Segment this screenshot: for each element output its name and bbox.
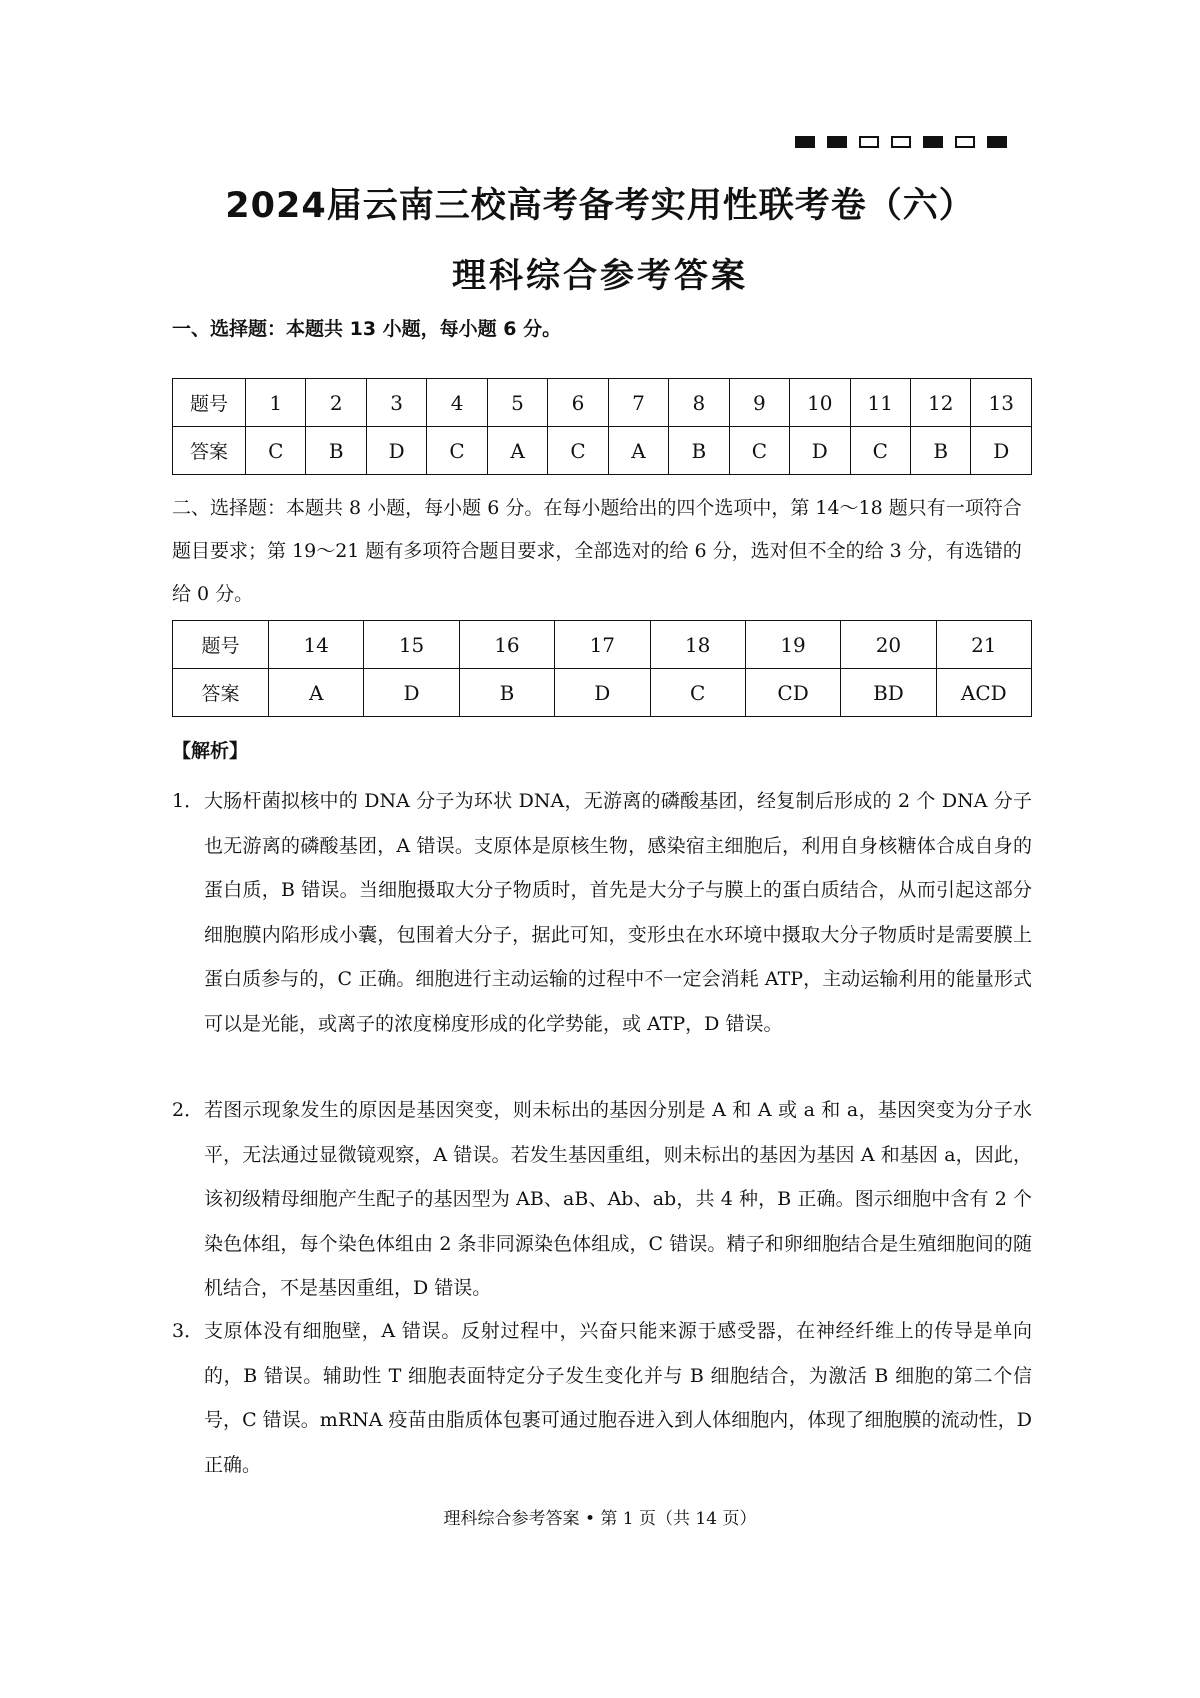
question-number-cell: 14 <box>269 621 364 669</box>
row-label-number: 题号 <box>173 379 246 427</box>
answer-cell: D <box>366 427 426 475</box>
answer-cell: C <box>850 427 910 475</box>
question-number-cell: 2 <box>306 379 366 427</box>
question-number-cell: 4 <box>427 379 487 427</box>
answer-cell: D <box>555 669 650 717</box>
header-mark <box>827 136 847 148</box>
answer-cell: D <box>790 427 850 475</box>
header-marks <box>795 136 1007 148</box>
document-title: 2024届云南三校高考备考实用性联考卷（六） <box>225 186 975 226</box>
analysis-item <box>172 779 1032 1046</box>
section2-answer-row <box>173 669 1032 717</box>
answer-cell: B <box>459 669 554 717</box>
header-mark <box>955 136 975 148</box>
answer-cell: B <box>910 427 970 475</box>
answer-cell: C <box>548 427 608 475</box>
row-label-answer: 答案 <box>173 427 246 475</box>
analysis-item-number: 2． <box>172 1099 204 1121</box>
section1-number-row <box>173 379 1032 427</box>
question-number-cell: 15 <box>364 621 459 669</box>
answer-cell: C <box>246 427 306 475</box>
analysis-heading: 【解析】 <box>172 740 249 762</box>
question-number-cell: 11 <box>850 379 910 427</box>
section1-intro-text: 一、选择题：本题共 13 小题，每小题 6 分。 <box>172 318 562 340</box>
answer-cell: A <box>608 427 668 475</box>
page-footer: 理科综合参考答案 • 第 1 页（共 14 页） <box>443 1509 757 1529</box>
header-mark <box>987 136 1007 148</box>
section2-answer-table <box>172 620 1032 717</box>
section2-number-row <box>173 621 1032 669</box>
analysis-item-text: 支原体没有细胞壁，A 错误。反射过程中，兴奋只能来源于感受器，在神经纤维上的传导是单向的，B 错误。辅助性 T 细胞表面特定分子发生变化并与 B 细胞结合，为激活 B 细胞的第二个信号，C 错误。mRNA 疫苗由脂质体包裹可通过胞吞进入到人体细胞内，体现了细胞膜的流动性，D 正确。 <box>204 1320 1032 1476</box>
question-number-cell: 3 <box>366 379 426 427</box>
question-number-cell: 9 <box>729 379 789 427</box>
question-number-cell: 20 <box>841 621 936 669</box>
row-label-answer: 答案 <box>173 669 269 717</box>
question-number-cell: 1 <box>246 379 306 427</box>
question-number-cell: 7 <box>608 379 668 427</box>
answer-cell: B <box>669 427 729 475</box>
analysis-item-number: 3． <box>172 1320 204 1342</box>
analysis-item <box>172 1088 1032 1311</box>
document-subtitle: 理科综合参考答案 <box>452 256 748 296</box>
section2-intro <box>172 487 1032 616</box>
section2-intro-text: 二、选择题：本题共 8 小题，每小题 6 分。在每小题给出的四个选项中，第 14～18 题只有一项符合题目要求；第 19～21 题有多项符合题目要求，全部选对的给 6 分，选对但不全的给 3 分，有选错的给 0 分。 <box>172 497 1022 605</box>
answer-cell: C <box>729 427 789 475</box>
header-mark <box>891 136 911 148</box>
answer-cell: C <box>650 669 745 717</box>
answer-cell: A <box>269 669 364 717</box>
question-number-cell: 6 <box>548 379 608 427</box>
row-label-number: 题号 <box>173 621 269 669</box>
answer-cell: C <box>427 427 487 475</box>
answer-cell: D <box>364 669 459 717</box>
question-number-cell: 21 <box>936 621 1031 669</box>
answer-cell: B <box>306 427 366 475</box>
analysis-item-text: 若图示现象发生的原因是基因突变，则未标出的基因分别是 A 和 A 或 a 和 a，基因突变为分子水平，无法通过显微镜观察，A 错误。若发生基因重组，则未标出的基因为基因 A 和基因 a，因此，该初级精母细胞产生配子的基因型为 AB、aB、Ab、ab，共 4 种，B 正确。图示细胞中含有 2 个染色体组，每个染色体组由 2 条非同源染色体组成，C 错误。精子和卵细胞结合是生殖细胞间的随机结合，不是基因重组，D 错误。 <box>204 1099 1032 1299</box>
question-number-cell: 19 <box>745 621 840 669</box>
question-number-cell: 13 <box>971 379 1032 427</box>
question-number-cell: 18 <box>650 621 745 669</box>
answer-cell: ACD <box>936 669 1031 717</box>
section1-intro <box>172 308 1032 351</box>
analysis-item <box>172 1309 1032 1487</box>
question-number-cell: 17 <box>555 621 650 669</box>
question-number-cell: 16 <box>459 621 554 669</box>
header-mark <box>859 136 879 148</box>
question-number-cell: 5 <box>487 379 547 427</box>
header-mark <box>923 136 943 148</box>
answer-cell: A <box>487 427 547 475</box>
answer-cell: D <box>971 427 1032 475</box>
question-number-cell: 10 <box>790 379 850 427</box>
answer-cell: BD <box>841 669 936 717</box>
question-number-cell: 8 <box>669 379 729 427</box>
section1-answer-row <box>173 427 1032 475</box>
analysis-item-text: 大肠杆菌拟核中的 DNA 分子为环状 DNA，无游离的磷酸基团，经复制后形成的 2 个 DNA 分子也无游离的磷酸基团，A 错误。支原体是原核生物，感染宿主细胞后，利用自身核糖体合成自身的蛋白质，B 错误。当细胞摄取大分子物质时，首先是大分子与膜上的蛋白质结合，从而引起这部分细胞膜内陷形成小囊，包围着大分子，据此可知，变形虫在水环境中摄取大分子物质时是需要膜上蛋白质参与的，C 正确。细胞进行主动运输的过程中不一定会消耗 ATP，主动运输利用的能量形式可以是光能，或离子的浓度梯度形成的化学势能，或 ATP，D 错误。 <box>204 790 1032 1035</box>
header-mark <box>795 136 815 148</box>
answer-cell: CD <box>745 669 840 717</box>
section1-answer-table <box>172 378 1032 475</box>
question-number-cell: 12 <box>910 379 970 427</box>
analysis-item-number: 1． <box>172 790 204 812</box>
